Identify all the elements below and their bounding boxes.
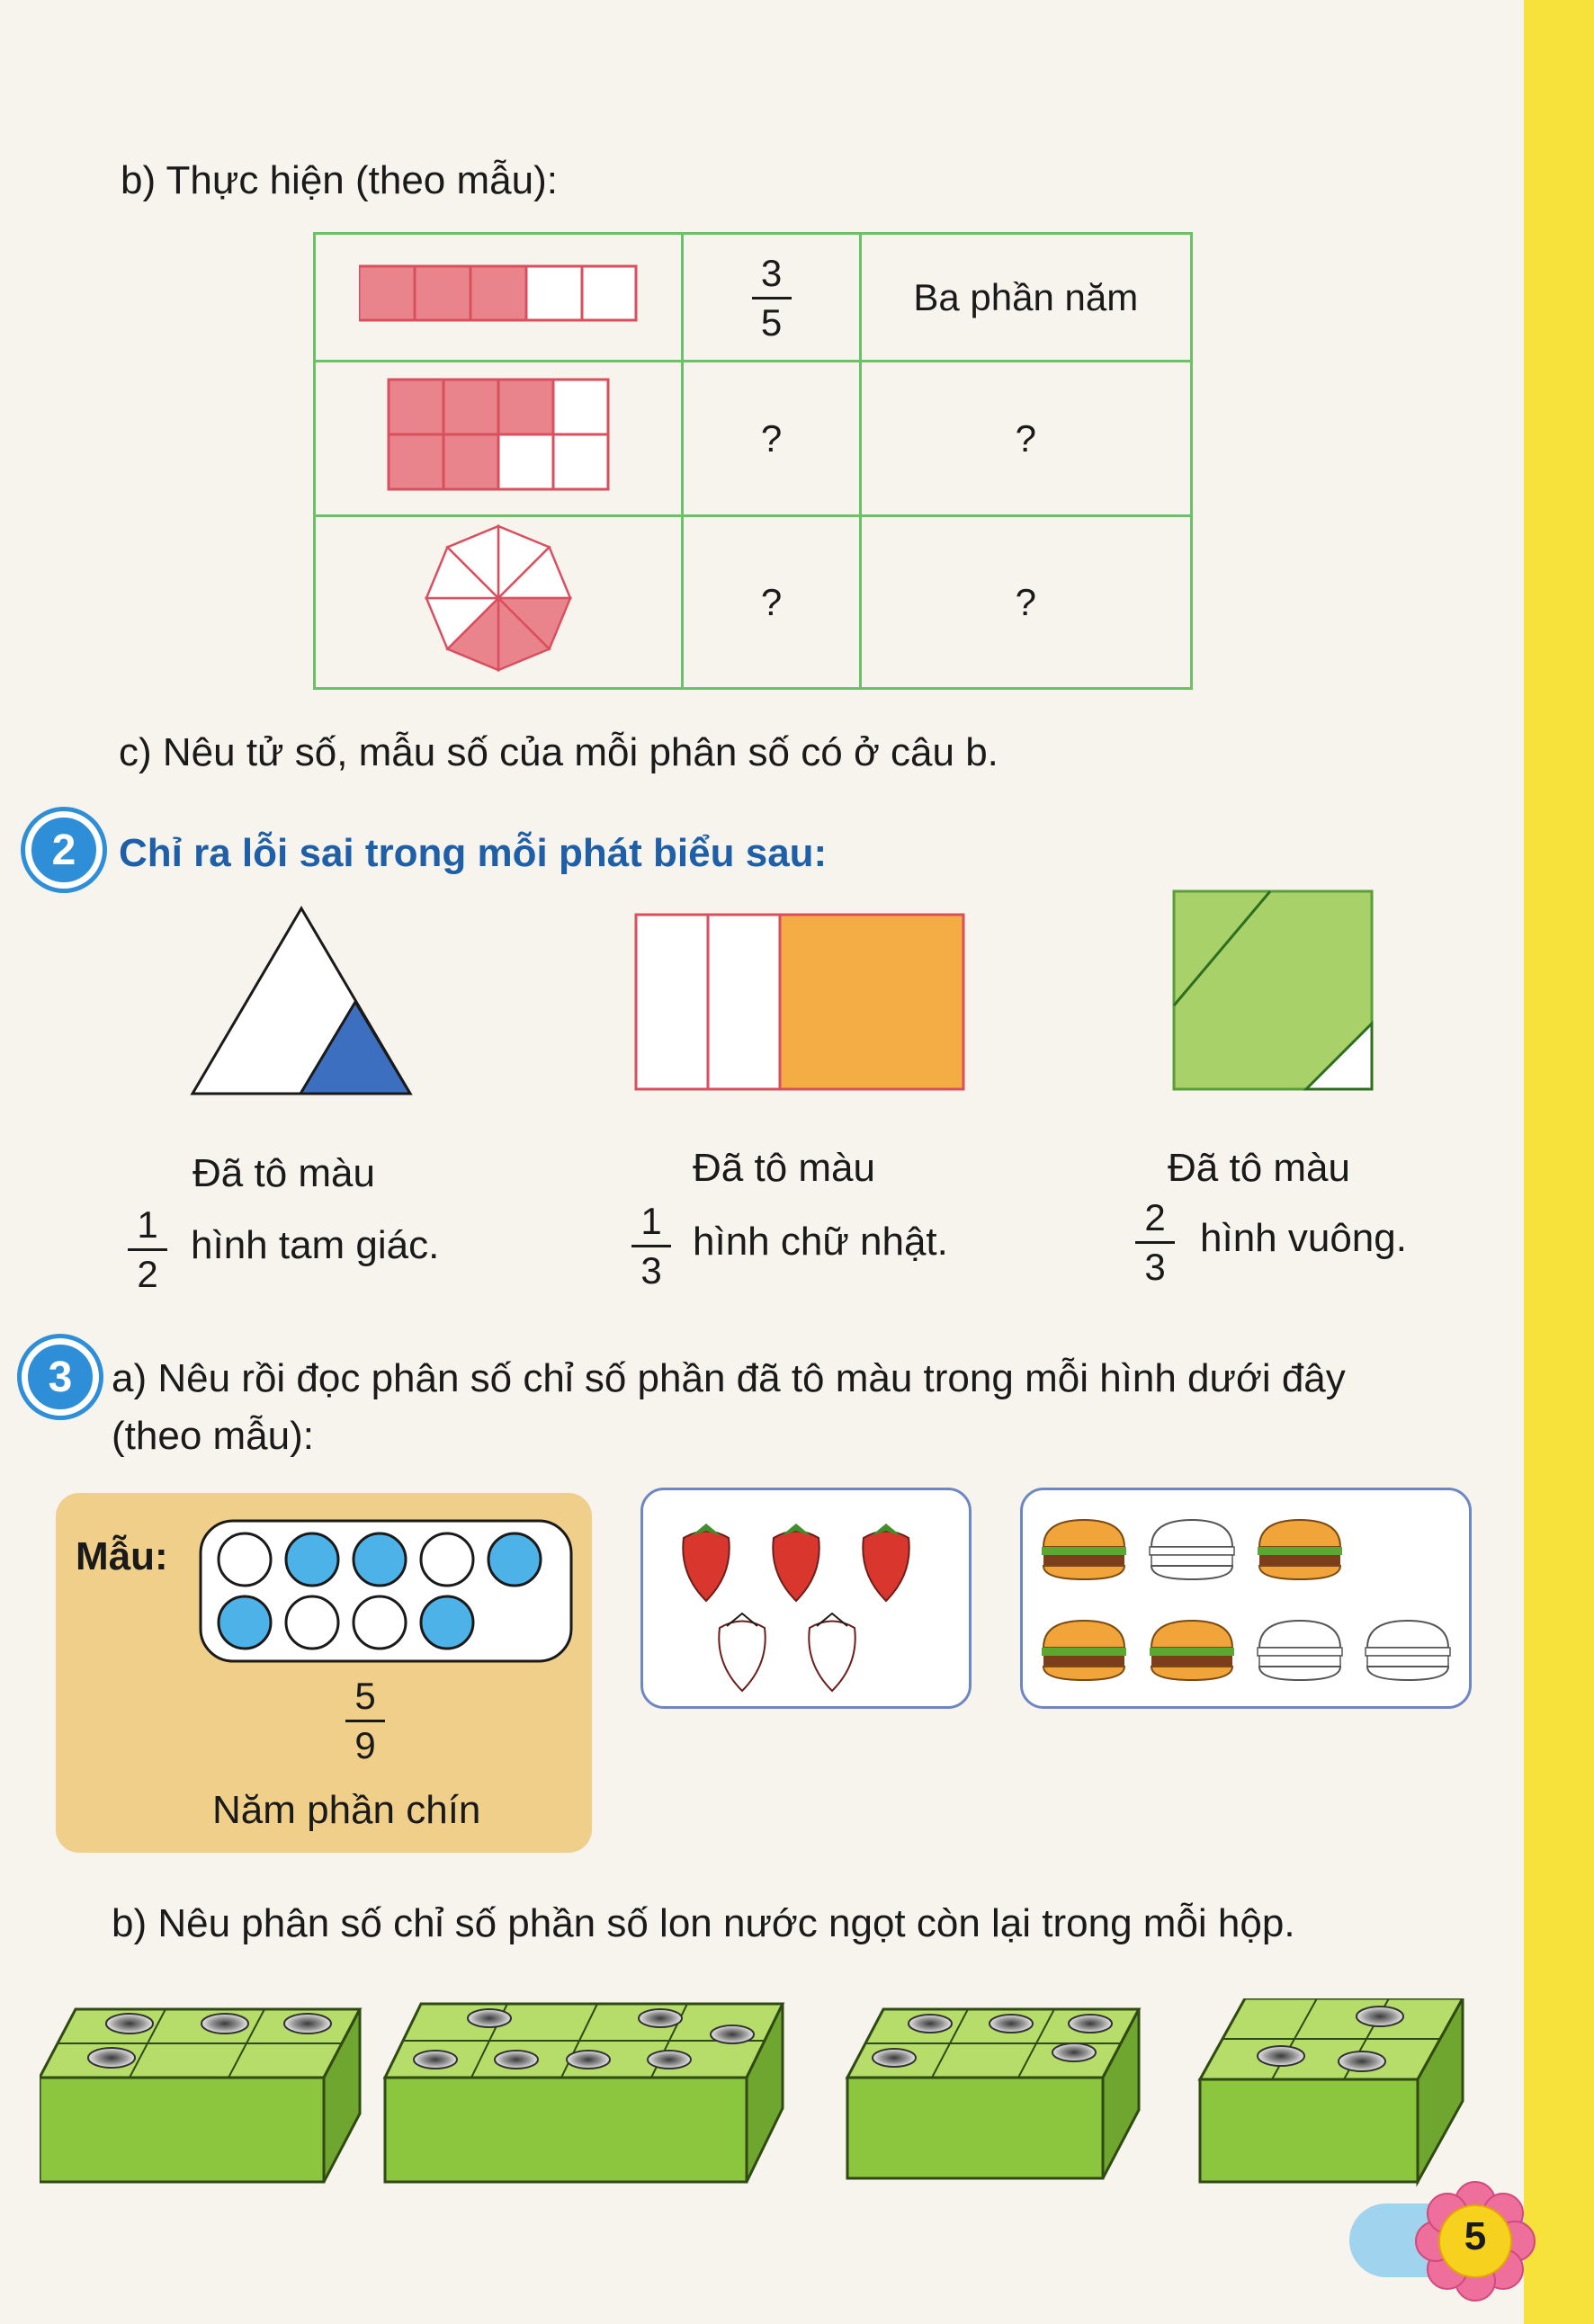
part-b-label: b) Thực hiện (theo mẫu): [121, 158, 558, 202]
statement-1-line1: Đã tô màu [193, 1151, 375, 1195]
exercise-3-badge: 3 [22, 1338, 99, 1416]
statement-1-rest: hình tam giác. [191, 1223, 440, 1267]
statement-1-fraction [128, 1205, 167, 1294]
fraction-words: Ba phần năm [913, 275, 1139, 318]
exercise-3a-line1: a) Nêu rồi đọc phân số chỉ số phần đã tô màu trong mỗi hình dưới đây [112, 1356, 1346, 1400]
fraction-denominator: 9 [354, 1724, 376, 1767]
sample-fraction [752, 251, 792, 344]
fraction-table [313, 232, 1193, 690]
square-figure [1171, 889, 1375, 1092]
fraction-numerator: 2 [1144, 1196, 1166, 1238]
rectangle-thirds-figure [633, 912, 966, 1092]
statement-3-line1: Đã tô màu [1168, 1146, 1350, 1190]
fraction-numerator: 1 [137, 1203, 158, 1246]
answer-fraction-placeholder[interactable]: ? [683, 362, 860, 516]
answer-fraction-placeholder[interactable]: ? [683, 516, 860, 689]
fraction-denominator: 3 [1144, 1246, 1166, 1289]
table-words-cell [860, 234, 1191, 362]
sample-fraction [345, 1676, 385, 1765]
table-fraction-cell [683, 234, 860, 362]
fraction-numerator: 3 [760, 251, 783, 294]
table-figure-cell [315, 234, 683, 362]
sample-words: Năm phần chín [212, 1788, 481, 1832]
exercise-3b-label: b) Nêu phân số chỉ số phần số lon nước ngọt còn lại trong mỗi hộp. [112, 1901, 1295, 1945]
fraction-denominator: 3 [640, 1249, 662, 1292]
sample-circles-figure [198, 1518, 574, 1664]
octagon-figure [422, 522, 575, 675]
page-number: 5 [1464, 2214, 1487, 2258]
triangle-figure [189, 905, 414, 1097]
statement-3-fraction [1135, 1198, 1175, 1287]
statement-2-rest: hình chữ nhật. [693, 1220, 948, 1264]
fraction-numerator: 5 [354, 1675, 376, 1717]
exercise-3a-line2: (theo mẫu): [112, 1414, 314, 1458]
fraction-denominator: 5 [760, 301, 783, 344]
statement-2-fraction [631, 1202, 671, 1291]
answer-words-placeholder[interactable]: ? [860, 362, 1191, 516]
fraction-numerator: 1 [640, 1200, 662, 1242]
can-crates-figure [40, 1998, 1479, 2187]
part-c-label: c) Nêu tử số, mẫu số của mỗi phân số có ở câu b. [119, 730, 998, 774]
exercise-2-title: Chỉ ra lỗi sai trong mỗi phát biểu sau: [119, 831, 828, 875]
strawberries-figure [666, 1520, 954, 1700]
exercise-2-badge: 2 [25, 811, 103, 889]
statement-2-line1: Đã tô màu [693, 1146, 875, 1190]
burgers-figure [1034, 1511, 1457, 1691]
sample-label: Mẫu: [76, 1534, 168, 1578]
rectangle-grid-figure [387, 378, 610, 491]
table-figure-cell [315, 362, 683, 516]
rectangle-strip-figure [359, 264, 638, 323]
statement-3-rest: hình vuông. [1200, 1216, 1407, 1260]
page-edge-strip [1524, 0, 1594, 2324]
fraction-denominator: 2 [137, 1253, 158, 1296]
answer-words-placeholder[interactable]: ? [860, 516, 1191, 689]
table-figure-cell [315, 516, 683, 689]
